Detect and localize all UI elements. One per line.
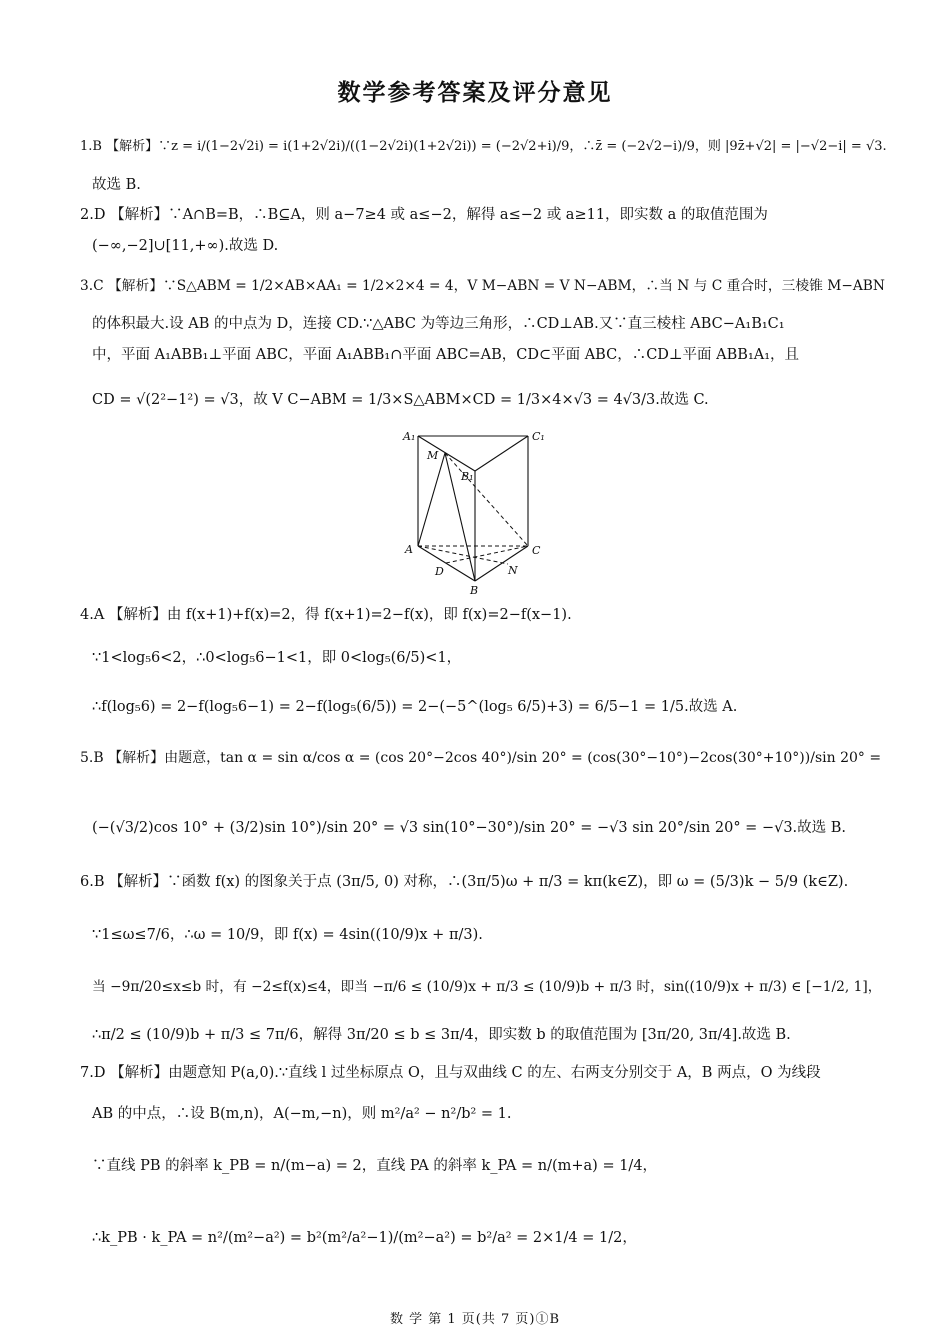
- label-a: A: [405, 543, 413, 556]
- label-d: D: [435, 565, 444, 578]
- q1-line-2: 故选 B.: [92, 177, 141, 193]
- label-b1: B₁: [461, 470, 474, 483]
- q6-line-1: 6.B 【解析】∵函数 f(x) 的图象关于点 (3π/5, 0) 对称，∴(3π/5)ω + π/3 = kπ(k∈Z)，即 ω = (5/3)k − 5/9 (k∈Z).: [80, 874, 849, 890]
- q3-line-4: CD = √(2²−1²) = √3，故 V C−ABM = 1/3×S△ABM×CD = 1/3×4×√3 = 4√3/3.故选 C.: [92, 392, 709, 408]
- q6-line-4: ∴π/2 ≤ (10/9)b + π/3 ≤ 7π/6，解得 3π/20 ≤ b ≤ 3π/4，即实数 b 的取值范围为 [3π/20, 3π/4].故选 B.: [92, 1027, 791, 1043]
- q7-line-4: ∴k_PB · k_PA = n²/(m²−a²) = b²(m²/a²−1)/(m²−a²) = b²/a² = 2×1/4 = 1/2，: [92, 1230, 637, 1246]
- label-c1: C₁: [532, 430, 545, 443]
- page-title: 数学参考答案及评分意见: [337, 80, 613, 106]
- q2-line-2: (−∞,−2]∪[11,+∞).故选 D.: [92, 238, 279, 254]
- label-c: C: [532, 544, 541, 557]
- q2-line-1: 2.D 【解析】∵A∩B=B，∴B⊆A，则 a−7≥4 或 a≤−2，解得 a≤−2 或 a≥11，即实数 a 的取值范围为: [80, 207, 768, 223]
- q1-line-1: 1.B 【解析】∵z = i/(1−2√2i) = i(1+2√2i)/((1−2√2i)(1+2√2i)) = (−2√2+i)/9，∴z̄ = (−2√2−i)/9，则 |9z̄+√2| = |−√2−i| = √3.: [80, 139, 887, 154]
- prism-figure: [395, 426, 555, 601]
- page-footer: 数 学 第 1 页(共 7 页)①B: [389, 1312, 561, 1327]
- label-n: N: [508, 564, 518, 577]
- q4-line-3: ∴f(log₅6) = 2−f(log₅6−1) = 2−f(log₅(6/5)) = 2−(−5^(log₅ 6/5)+3) = 6/5−1 = 1/5.故选 A.: [92, 699, 738, 715]
- q6-line-3: 当 −9π/20≤x≤b 时，有 −2≤f(x)≤4，即当 −π/6 ≤ (10/9)x + π/3 ≤ (10/9)b + π/3 时，sin((10/9)x + π/3) ∈ [−1/2, 1]，: [92, 979, 882, 995]
- q3-line-2: 的体积最大.设 AB 的中点为 D，连接 CD.∵△ABC 为等边三角形，∴CD⊥AB.又∵直三棱柱 ABC−A₁B₁C₁: [92, 316, 785, 332]
- q3-line-1: 3.C 【解析】∵S△ABM = 1/2×AB×AA₁ = 1/2×2×4 = 4，V M−ABN = V N−ABM，∴当 N 与 C 重合时，三棱锥 M−ABN: [80, 278, 885, 294]
- q4-line-1: 4.A 【解析】由 f(x+1)+f(x)=2，得 f(x+1)=2−f(x)，即 f(x)=2−f(x−1).: [80, 607, 572, 623]
- label-a1: A₁: [403, 430, 416, 443]
- q7-line-2: AB 的中点，∴设 B(m,n)，A(−m,−n)，则 m²/a² − n²/b² = 1.: [92, 1106, 512, 1122]
- q4-line-2: ∵1<log₅6<2，∴0<log₅6−1<1，即 0<log₅(6/5)<1，: [92, 650, 462, 666]
- q5-line-2: (−(√3/2)cos 10° + (3/2)sin 10°)/sin 20° = √3 sin(10°−30°)/sin 20° = −√3 sin 20°/sin 20° = −√3.故选 B.: [92, 820, 847, 836]
- q7-line-3: ∵直线 PB 的斜率 k_PB = n/(m−a) = 2，直线 PA 的斜率 k_PA = n/(m+a) = 1/4，: [92, 1158, 658, 1174]
- q6-line-2: ∵1≤ω≤7/6，∴ω = 10/9，即 f(x) = 4sin((10/9)x + π/3).: [92, 927, 483, 943]
- label-m: M: [427, 449, 439, 462]
- label-b: B: [470, 584, 479, 597]
- q7-line-1: 7.D 【解析】由题意知 P(a,0).∵直线 l 过坐标原点 O，且与双曲线 C 的左、右两支分别交于 A，B 两点，O 为线段: [80, 1065, 821, 1081]
- q5-line-1: 5.B 【解析】由题意，tan α = sin α/cos α = (cos 20°−2cos 40°)/sin 20° = (cos(30°−10°)−2cos(30°+10°))/sin 20° =: [80, 750, 882, 766]
- q3-line-3: 中，平面 A₁ABB₁⊥平面 ABC，平面 A₁ABB₁∩平面 ABC=AB，CD⊂平面 ABC，∴CD⊥平面 ABB₁A₁，且: [92, 347, 800, 363]
